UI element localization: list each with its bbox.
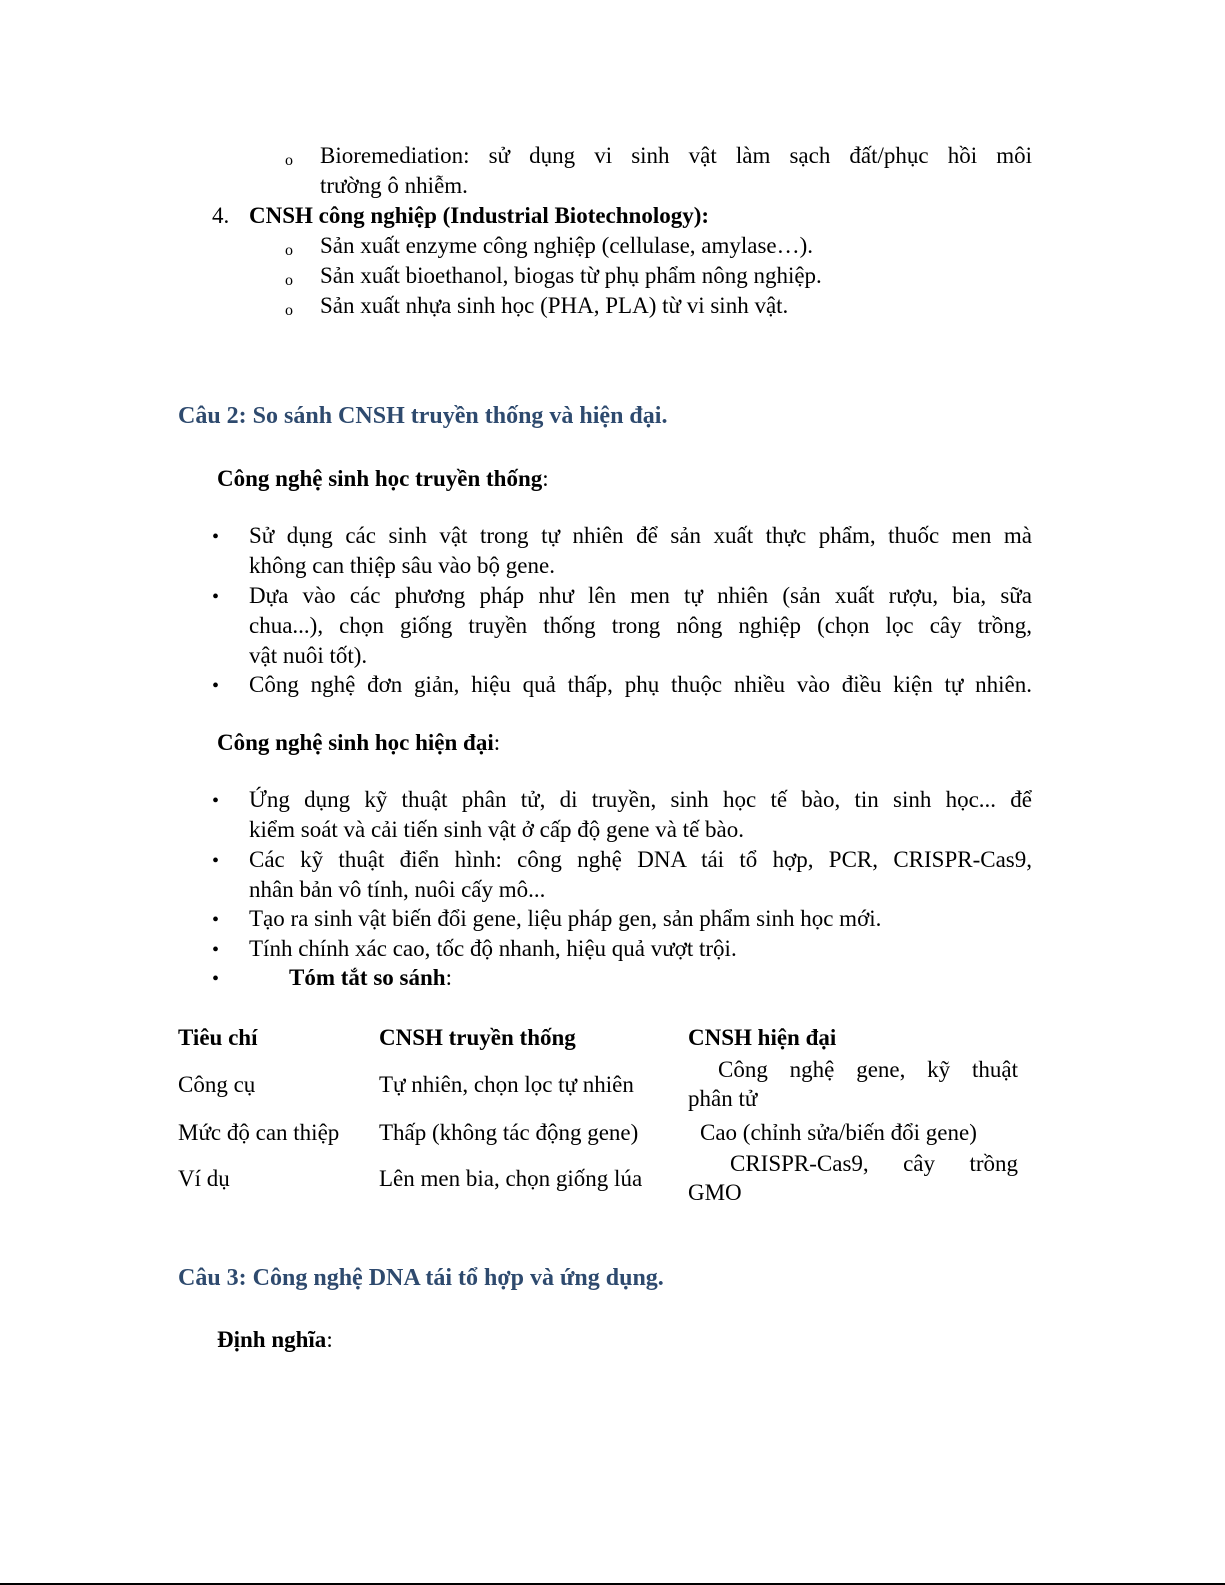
list-item-heading: CNSH công nghiệp (Industrial Biotechnology): [249, 203, 710, 228]
list-item-text: Bioremediation: sử dụng vi sinh vật làm sạch đất/phục hồi môi [320, 143, 1032, 168]
table-cell: Lên men bia, chọn giống lúa [379, 1166, 643, 1191]
list-item-text: Sử dụng các sinh vật trong tự nhiên để sản xuất thực phẩm, thuốc men mà [249, 523, 1032, 548]
table-cell: GMO [688, 1180, 742, 1205]
table-cell: Ví dụ [178, 1166, 230, 1191]
table-header-cell: CNSH truyền thống [379, 1025, 576, 1050]
list-bullet: o [285, 302, 293, 319]
table-cell: phân tử [688, 1086, 758, 1111]
subheading-modern-title: Công nghệ sinh học hiện đại [217, 730, 494, 755]
list-item-text: nhân bản vô tính, nuôi cấy mô... [249, 877, 546, 902]
section-heading-q2: Câu 2: So sánh CNSH truyền thống và hiện đại. [178, 403, 668, 429]
subheading-traditional [217, 466, 549, 492]
table-cell: Cao (chỉnh sửa/biến đổi gene) [700, 1120, 977, 1145]
subheading-modern [217, 730, 500, 756]
list-bullet: • [212, 909, 220, 931]
list-item-text: Tính chính xác cao, tốc độ nhanh, hiệu quả vượt trội. [249, 936, 737, 961]
subheading-colon: : [542, 466, 549, 491]
list-item-text: kiểm soát và cải tiến sinh vật ở cấp độ gene và tế bào. [249, 817, 744, 842]
subheading-colon: : [493, 730, 501, 755]
list-bullet: • [212, 586, 220, 608]
subheading-definition-title: Định nghĩa [217, 1327, 327, 1352]
list-item-text: Tạo ra sinh vật biến đổi gene, liệu pháp gen, sản phẩm sinh học mới. [249, 906, 882, 931]
list-item-text: Sản xuất bioethanol, biogas từ phụ phẩm nông nghiệp. [320, 263, 822, 288]
list-bullet: • [212, 790, 220, 812]
list-bullet: • [212, 968, 220, 990]
list-item-text: vật nuôi tốt). [249, 643, 368, 668]
table-header-cell: CNSH hiện đại [688, 1025, 837, 1050]
table-cell: CRISPR-Cas9, cây trồng [730, 1151, 1018, 1176]
list-item-text: không can thiệp sâu vào bộ gene. [249, 553, 555, 578]
list-number: 4. [212, 203, 230, 228]
list-bullet: • [212, 526, 220, 548]
subheading-colon: : [326, 1327, 333, 1352]
summary-heading [289, 965, 452, 991]
section-heading-q3: Câu 3: Công nghệ DNA tái tổ hợp và ứng dụng. [178, 1265, 664, 1291]
list-bullet: • [212, 675, 220, 697]
list-bullet: o [285, 152, 293, 169]
list-bullet: o [285, 242, 293, 259]
table-cell: Mức độ can thiệp [178, 1120, 340, 1145]
list-item-text: Sản xuất enzyme công nghiệp (cellulase, amylase…). [320, 233, 814, 258]
list-item-text: Sản xuất nhựa sinh học (PHA, PLA) từ vi sinh vật. [320, 293, 789, 318]
list-item-text: Các kỹ thuật điển hình: công nghệ DNA tái tổ hợp, PCR, CRISPR-Cas9, [249, 847, 1032, 872]
list-item-text: Công nghệ đơn giản, hiệu quả thấp, phụ thuộc nhiều vào điều kiện tự nhiên. [249, 672, 1032, 697]
summary-title: Tóm tắt so sánh [289, 965, 446, 990]
list-item-text: trường ô nhiễm. [320, 173, 468, 198]
table-cell: Tự nhiên, chọn lọc tự nhiên [379, 1072, 634, 1097]
table-cell: Công nghệ gene, kỹ thuật [718, 1057, 1018, 1082]
list-item-text: chua...), chọn giống truyền thống trong nông nghiệp (chọn lọc cây trồng, [249, 613, 1032, 638]
table-header-cell: Tiêu chí [178, 1025, 258, 1050]
subheading-definition [217, 1327, 333, 1353]
subheading-traditional-title: Công nghệ sinh học truyền thống [217, 466, 543, 491]
table-cell: Công cụ [178, 1072, 256, 1097]
list-bullet: o [285, 272, 293, 289]
list-bullet: • [212, 850, 220, 872]
subheading-colon: : [445, 965, 452, 990]
list-item-text: Dựa vào các phương pháp như lên men tự nhiên (sản xuất rượu, bia, sữa [249, 583, 1032, 608]
table-cell: Thấp (không tác động gene) [379, 1120, 639, 1145]
list-item-text: Ứng dụng kỹ thuật phân tử, di truyền, sinh học tế bào, tin sinh học... để [249, 787, 1032, 812]
list-bullet: • [212, 939, 220, 961]
